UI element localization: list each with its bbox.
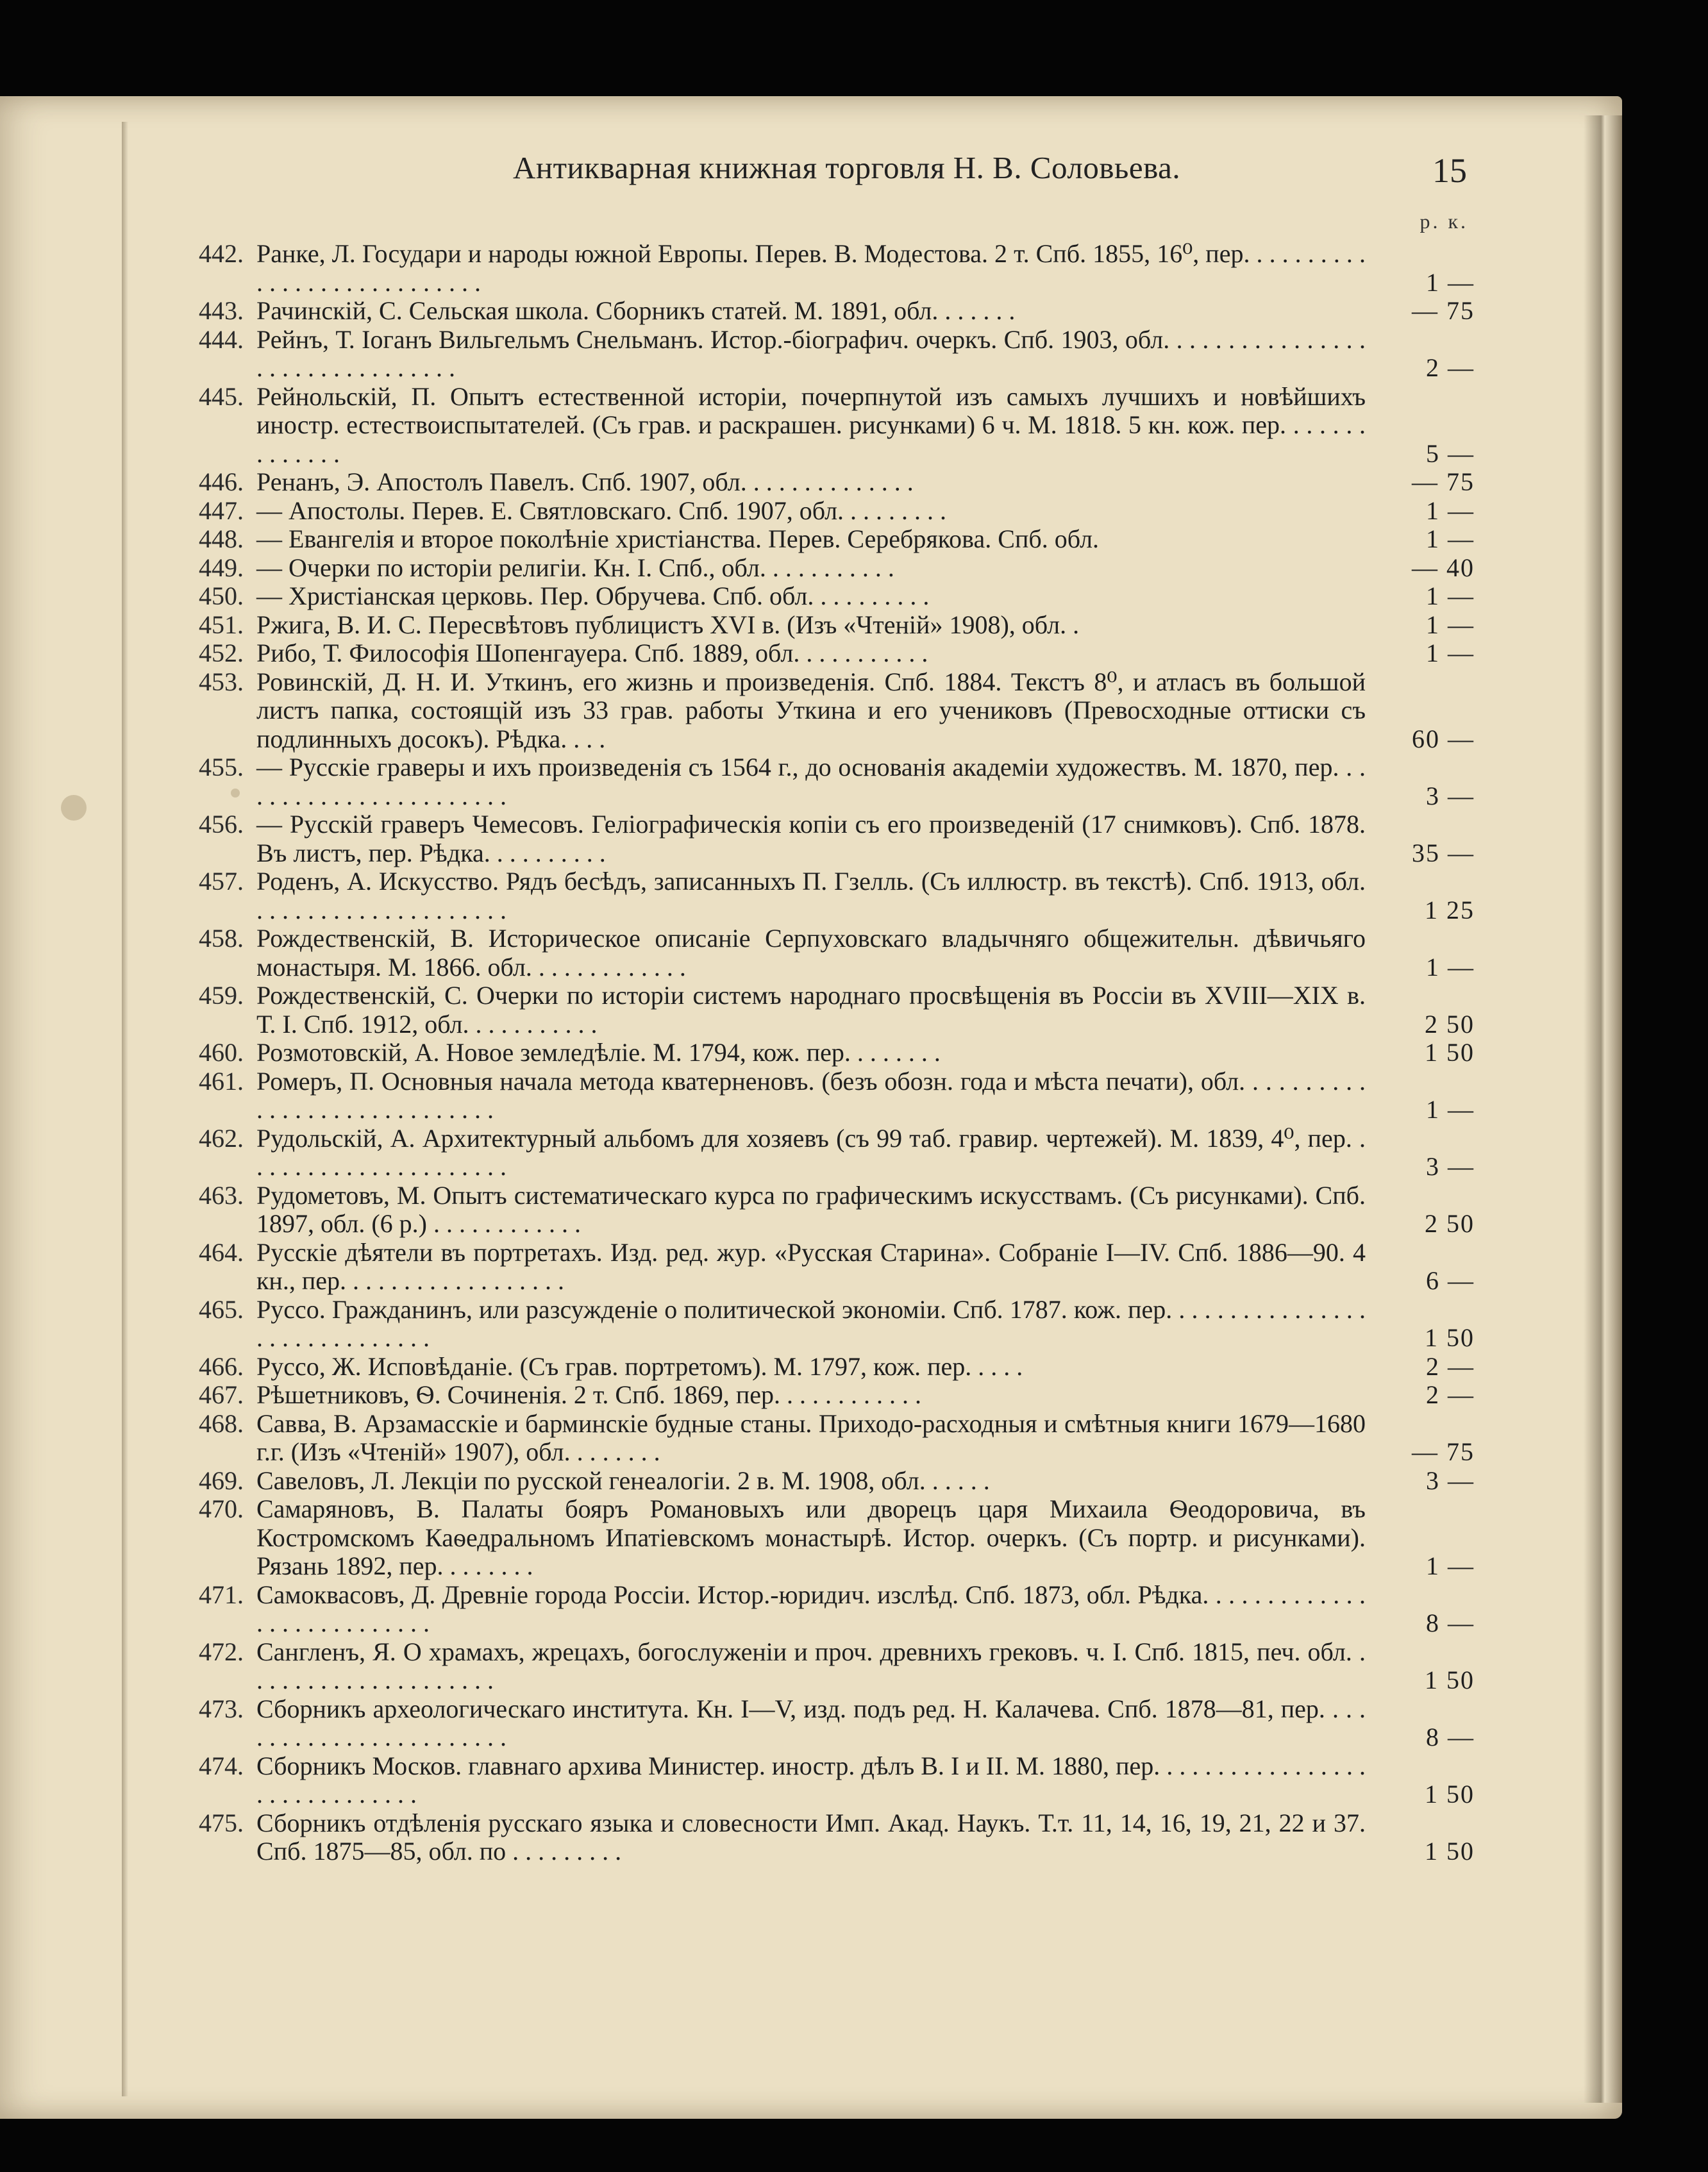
catalog-entry (199, 1351, 1475, 1382)
entry-price: — 75 (1412, 467, 1475, 496)
entry-price: 8 — (1426, 1608, 1475, 1637)
entry-number: 459. (199, 981, 244, 1010)
entry-price: — 75 (1412, 1437, 1475, 1466)
entry-price: 1 — (1426, 952, 1475, 982)
entry-number: 475. (199, 1808, 244, 1837)
entry-price: 3 — (1426, 1466, 1475, 1495)
entry-text: Ровинскій, Д. Н. И. Уткинъ, его жизнь и произведенія. Спб. 1884. Текстъ 8⁰, и атласъ въ большой листъ папка, состоящій изъ 33 грав. работы Уткина и его учениковъ (Превосходные оттиски съ подлинныхъ досокъ). Рѣдка. . . . (256, 667, 1366, 753)
catalog-entry (199, 239, 1475, 297)
entry-price: 3 — (1426, 781, 1475, 810)
entry-number: 453. (199, 667, 244, 696)
entry-text: Русскіе дѣятели въ портретахъ. Изд. ред. жур. «Русская Старина». Собраніе I—IV. Спб. 1886—90. 4 кн., пер. . . . . . . . . . . . . . . . . . (256, 1237, 1366, 1295)
entry-text: Савеловъ, Л. Лекціи по русской генеалогіи. 2 в. М. 1908, обл. . . . . . (256, 1466, 990, 1495)
entry-price: 1 — (1426, 610, 1475, 639)
catalog-entry (199, 1380, 1475, 1410)
entry-price: 60 — (1412, 724, 1475, 753)
entry-price: 1 50 (1425, 1038, 1475, 1067)
entry-text: — Русскіе граверы и ихъ произведенія съ 1564 г., до основанія академіи художествъ. М. 1870, пер. . . . . . . . . . . . . . . . . . . . . . . (256, 753, 1366, 810)
entry-text: Руссо, Ж. Исповѣданіе. (Съ грав. портретомъ). М. 1797, кож. пер. . . . . (256, 1351, 1023, 1381)
entry-price: 1 — (1426, 267, 1475, 297)
catalog-entry (199, 667, 1475, 754)
entry-price: 2 50 (1425, 1009, 1475, 1039)
entry-text: Сборникъ Москов. главнаго архива Министер. иностр. дѣлъ В. I и II. М. 1880, пер. . . . . . . . . . . . . . . . . . . . . . . . . . . . . . (256, 1751, 1366, 1809)
entry-price: 1 — (1426, 524, 1475, 553)
entry-price: 1 — (1426, 496, 1475, 525)
entry-text: Рудольскій, А. Архитектурный альбомъ для хозяевъ (съ 99 таб. гравир. чертежей). М. 1839, 4⁰, пер. . . . . . . . . . . . . . . . . . . . . . (256, 1123, 1366, 1181)
entry-price: 2 — (1426, 353, 1475, 382)
entry-number: 452. (199, 639, 244, 667)
catalog-entry (199, 496, 1475, 526)
entry-text: Рейнольскій, П. Опытъ естественной исторіи, почерпнутой изъ самыхъ лучшихъ и новѣйшихъ иностр. естествоиспытателей. (Съ грав. и раскрашен. рисунками) 6 ч. М. 1818. 5 кн. кож. пер. . . . . . . . . . . . . . (256, 381, 1366, 468)
catalog-entry (199, 1694, 1475, 1752)
catalog-entry (199, 867, 1475, 924)
catalog-entry (199, 810, 1475, 867)
entry-number: 447. (199, 496, 244, 525)
entry-number: 446. (199, 467, 244, 496)
entry-number: 465. (199, 1294, 244, 1324)
catalog-entry (199, 324, 1475, 383)
catalog-entry (199, 467, 1475, 497)
entry-price: 1 — (1426, 1551, 1475, 1580)
entry-price: 1 50 (1425, 1666, 1475, 1694)
entry-number: 464. (199, 1237, 244, 1267)
entry-text: Ржига, В. И. С. Пересвѣтовъ публицистъ XVI в. (Изъ «Чтеній» 1908), обл. . (256, 610, 1080, 639)
entry-number: 460. (199, 1038, 244, 1067)
entry-text: Самаряновъ, В. Палаты бояръ Романовыхъ или дворецъ царя Михаила Ѳеодоровича, въ Костромскомъ Каѳедральномъ Ипатіевскомъ монастырѣ. Истор. очеркъ. (Съ портр. и рисунками). Рязань 1892, пер. . . . . . . . (256, 1494, 1366, 1580)
entry-number: 457. (199, 867, 244, 896)
entry-text: Рѣшетниковъ, Ѳ. Сочиненія. 2 т. Спб. 1869, пер. . . . . . . . . . . . (256, 1380, 921, 1409)
catalog-entry (199, 1408, 1475, 1467)
catalog-entry (199, 553, 1475, 583)
entry-price: 8 — (1426, 1723, 1475, 1751)
entry-price: 2 — (1426, 1351, 1475, 1381)
entry-text: Ромеръ, П. Основныя начала метода кватерненовъ. (безъ обозн. года и мѣста печати), обл. . . . . . . . . . . . . . . . . . . . . . . . . . . . . (256, 1066, 1366, 1124)
catalog-entry (199, 581, 1475, 611)
entry-price: 1 — (1426, 639, 1475, 667)
entry-number: 449. (199, 553, 244, 582)
page-gutter-shadow (122, 122, 128, 2096)
entry-number: 466. (199, 1351, 244, 1381)
catalog-entry (199, 524, 1475, 554)
entry-text: Рудометовъ, М. Опытъ систематическаго курса по графическимъ искусствамъ. (Съ рисунками). Спб. 1897, обл. (6 р.) . . . . . . . . . . . . (256, 1180, 1366, 1238)
entry-number: 455. (199, 753, 244, 781)
entry-text: Розмотовскій, А. Новое земледѣліе. М. 1794, кож. пер. . . . . . . . (256, 1038, 941, 1067)
entry-text: Рейнъ, Т. Іоганъ Вильгельмъ Снельманъ. Истор.-біографич. очеркъ. Спб. 1903, обл. . . . . . . . . . . . . . . . . . . . . . . . . . . . . . . . (256, 324, 1366, 382)
entry-price: 1 — (1426, 1095, 1475, 1124)
entry-text: — Христіанская церковь. Пер. Обручева. Спб. обл. . . . . . . . . . (256, 581, 930, 610)
entry-text: Ренанъ, Э. Апостолъ Павелъ. Спб. 1907, обл. . . . . . . . . . . . . . (256, 467, 914, 496)
entry-text: Сборникъ отдѣленія русскаго языка и словесности Имп. Акад. Наукъ. Т.т. 11, 14, 16, 19, 21, 22 и 37. Спб. 1875—85, обл. по . . . . . . . . . (256, 1808, 1366, 1866)
entry-price: 3 — (1426, 1152, 1475, 1181)
catalog-entry (199, 1637, 1475, 1695)
entry-price: 1 50 (1425, 1780, 1475, 1809)
entry-number: 472. (199, 1637, 244, 1666)
entry-text: Самоквасовъ, Д. Древніе города Россіи. Истор.-юридич. изслѣд. Спб. 1873, обл. Рѣдка. . . . . . . . . . . . . . . . . . . . . . . . . . . (256, 1580, 1366, 1637)
entry-text: Сангленъ, Я. О храмахъ, жрецахъ, богослуженіи и проч. древнихъ грековъ. ч. I. Спб. 1815, печ. обл. . . . . . . . . . . . . . . . . . . . . (256, 1637, 1366, 1694)
catalog-entry (199, 381, 1475, 469)
entry-number: 448. (199, 524, 244, 553)
entry-number: 474. (199, 1751, 244, 1780)
entry-price: 1 — (1426, 581, 1475, 610)
catalog-entries (199, 239, 1475, 1866)
entry-price: 35 — (1412, 838, 1475, 867)
entry-number: 469. (199, 1466, 244, 1495)
catalog-entry (199, 753, 1475, 810)
book-page (0, 96, 1622, 2119)
catalog-entry (199, 1494, 1475, 1581)
page-edge (1584, 115, 1622, 2103)
entry-price: 6 — (1426, 1266, 1475, 1295)
entry-number: 451. (199, 610, 244, 639)
entry-text: Рождественскій, В. Историческое описаніе Серпуховскаго владычняго общежительн. дѣвичьяго монастыря. М. 1866. обл. . . . . . . . . . . . . (256, 924, 1366, 982)
entry-number: 450. (199, 581, 244, 610)
entry-number: 462. (199, 1123, 244, 1153)
entry-number: 473. (199, 1694, 244, 1723)
entry-price: — 40 (1412, 553, 1475, 582)
entry-number: 467. (199, 1380, 244, 1409)
entry-text: Рибо, Т. Философія Шопенгауера. Спб. 1889, обл. . . . . . . . . . . (256, 639, 928, 667)
catalog-entry (199, 924, 1475, 982)
catalog-entry (199, 1038, 1475, 1067)
catalog-entry (199, 1751, 1475, 1809)
entry-number: 470. (199, 1494, 244, 1523)
catalog-entry (199, 1180, 1475, 1239)
entry-number: 458. (199, 924, 244, 953)
entry-text: — Русскій граверъ Чемесовъ. Геліографическія копіи съ его произведеній (17 снимковъ). Спб. 1878. Въ листъ, пер. Рѣдка. . . . . . . . . . (256, 810, 1366, 867)
entry-number: 444. (199, 324, 244, 354)
entry-number: 456. (199, 810, 244, 839)
entry-text: Рачинскій, С. Сельская школа. Сборникъ статей. М. 1891, обл. . . . . . . (256, 296, 1016, 325)
entry-text: Роденъ, А. Искусство. Рядъ бесѣдъ, записанныхъ П. Гзелль. (Съ иллюстр. въ текстѣ). Спб. 1913, обл. . . . . . . . . . . . . . . . . . . . . (256, 867, 1366, 924)
catalog-entry (199, 1466, 1475, 1496)
entry-text: — Апостолы. Перев. Е. Святловскаго. Спб. 1907, обл. . . . . . . . . (256, 496, 947, 525)
entry-number: 468. (199, 1408, 244, 1438)
entry-price: 1 50 (1425, 1837, 1475, 1866)
entry-number: 471. (199, 1580, 244, 1609)
entry-number: 445. (199, 381, 244, 411)
catalog-entry (199, 1066, 1475, 1124)
entry-text: — Евангелія и второе поколѣніе христіанства. Перев. Серебрякова. Спб. обл. (256, 524, 1100, 553)
entry-text: Руссо. Гражданинъ, или разсужденіе о политической экономіи. Спб. 1787. кож. пер. . . . . . . . . . . . . . . . . . . . . . . . . . . . . . (256, 1294, 1366, 1352)
entry-text: Савва, В. Арзамасскіе и барминскіе будные станы. Приходо-расходныя и смѣтныя книги 1679—1680 г.г. (Изъ «Чтеній» 1907), обл. . . . . . . . (256, 1408, 1366, 1466)
entry-price: 5 — (1426, 439, 1475, 468)
entry-price: — 75 (1412, 296, 1475, 325)
catalog-entry (199, 1237, 1475, 1296)
entry-number: 443. (199, 296, 244, 325)
entry-text: Сборникъ археологическаго института. Кн. I—V, изд. подъ ред. Н. Калачева. Спб. 1878—81, пер. . . . . . . . . . . . . . . . . . . . . . . . (256, 1694, 1366, 1751)
price-column-header: р. к. (1419, 210, 1468, 233)
paper-stain (231, 789, 240, 798)
entry-number: 463. (199, 1180, 244, 1210)
entry-text: Ранке, Л. Государи и народы южной Европы. Перев. В. Модестова. 2 т. Спб. 1855, 16⁰, пер. . . . . . . . . . . . . . . . . . . . . . . . . . . . (256, 239, 1366, 297)
entry-price: 1 50 (1425, 1323, 1475, 1352)
catalog-entry (199, 1294, 1475, 1353)
catalog-entry (199, 1580, 1475, 1638)
entry-price: 2 50 (1425, 1209, 1475, 1238)
catalog-entry (199, 1808, 1475, 1866)
paper-stain (61, 795, 87, 821)
running-header-title: Антикварная книжная торговля Н. В. Соловьева. (513, 150, 1181, 185)
catalog-entry (199, 610, 1475, 640)
catalog-entry (199, 981, 1475, 1039)
catalog-entry (199, 639, 1475, 668)
entry-number: 461. (199, 1066, 244, 1096)
catalog-entry (199, 296, 1475, 326)
entry-price: 2 — (1426, 1380, 1475, 1409)
entry-text: — Очерки по исторіи религіи. Кн. I. Спб., обл. . . . . . . . . . . (256, 553, 894, 582)
entry-text: Рождественскій, С. Очерки по исторіи системъ народнаго просвѣщенія въ Россіи въ XVIII—XIX в. Т. I. Спб. 1912, обл. . . . . . . . . . . (256, 981, 1366, 1039)
page-number: 15 (1432, 151, 1467, 190)
catalog-entry (199, 1123, 1475, 1182)
entry-price: 1 25 (1425, 895, 1475, 924)
entry-number: 442. (199, 239, 244, 268)
